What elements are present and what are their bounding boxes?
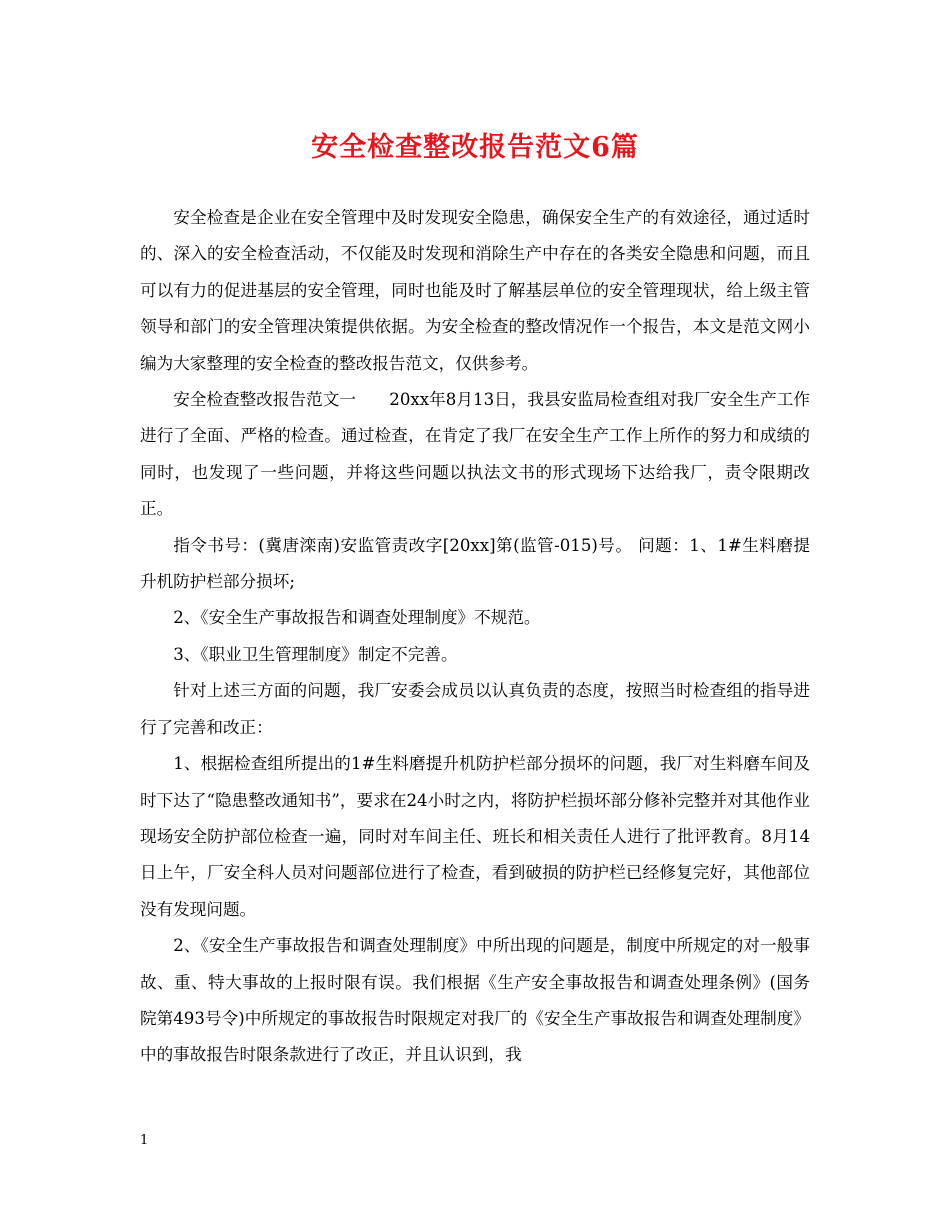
paragraph-fix-2: 2、《安全生产事故报告和调查处理制度》中所出现的问题是，制度中所规定的对一般事故、重、特大事故的上报时限有误。我们根据《生产安全事故报告和调查处理条例》(国务院第493号令)中所规定的事故报告时限规定对我厂的《安全生产事故报告和调查处理制度》中的事故报告时限条款进行了改正，并且认识到，我	[140, 936, 810, 1065]
paragraph-response: 针对上述三方面的问题，我厂安委会成员以认真负责的态度，按照当时检查组的指导进行了完善和改正：	[140, 681, 810, 737]
paragraph-order-number: 指令书号：(冀唐滦南)安监管责改字[20xx]第(监管-015)号。 问题：1、1#生料磨提升机防护栏部分损坏;	[140, 535, 810, 592]
paragraph-issue-2: 2、《安全生产事故报告和调查处理制度》不规范。	[173, 608, 541, 628]
page-number: 1	[140, 1133, 149, 1148]
paragraph-sample-one: 安全检查整改报告范文一 20xx年8月13日，我县安监局检查组对我厂安全生产工作进行了全面、严格的检查。通过检查，在肯定了我厂在安全生产工作上所作的努力和成绩的同时，也发现了一些问题，并将这些问题以执法文书的形式现场下达给我厂，责令限期改正。	[140, 390, 810, 519]
paragraph-intro: 安全检查是企业在安全管理中及时发现安全隐患，确保安全生产的有效途径，通过适时的、深入的安全检查活动，不仅能及时发现和消除生产中存在的各类安全隐患和问题，而且可以有力的促进基层的安全管理，同时也能及时了解基层单位的安全管理现状，给上级主管领导和部门的安全管理决策提供依据。为安全检查的整改情况作一个报告，本文是范文网小编为大家整理的安全检查的整改报告范文，仅供参考。	[140, 208, 810, 373]
paragraph-issue-3: 3、《职业卫生管理制度》制定不完善。	[173, 644, 458, 664]
document-body	[140, 200, 810, 1074]
document-title: 安全检查整改报告范文6篇	[311, 132, 639, 163]
paragraph-fix-1: 1、根据检查组所提出的1#生料磨提升机防护栏部分损坏的问题，我厂对生料磨车间及时下达了“隐患整改通知书”，要求在24小时之内，将防护栏损坏部分修补完整并对其他作业现场安全防护部位检查一遍，同时对车间主任、班长和相关责任人进行了批评教育。8月14日上午，厂安全科人员对问题部位进行了检查，看到破损的防护栏已经修复完好，其他部位没有发现问题。	[140, 754, 810, 919]
